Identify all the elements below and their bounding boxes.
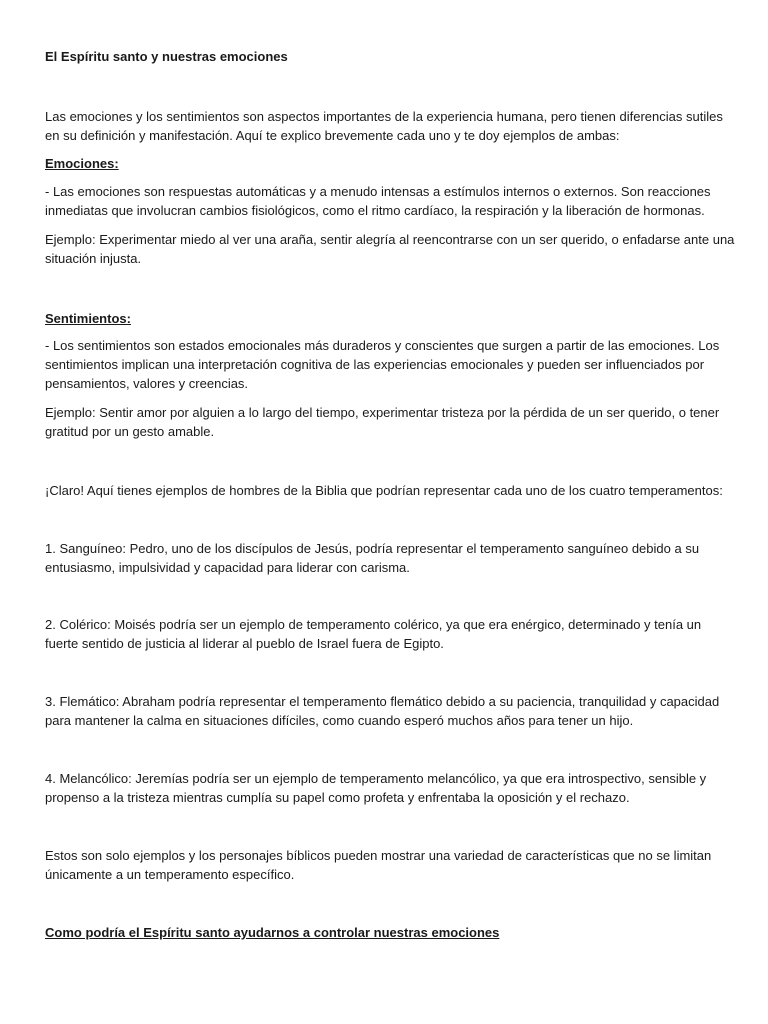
emociones-heading: Emociones: [45, 156, 119, 171]
document-title: El Espíritu santo y nuestras emociones [45, 49, 288, 64]
temperament-item: 4. Melancólico: Jeremías podría ser un ejemplo de temperamento melancólico, ya que era introspectivo, sensible y propenso a la tristeza mientras cumplía su papel como profeta y enfrentaba la oposición y el rechazo. [45, 771, 707, 805]
temperament-item: 3. Flemático: Abraham podría representar el temperamento flemático debido a su paciencia, tranquilidad y capacidad para mantener la calma en situaciones difíciles, como cuando esperó muchos años para tener un hijo. [45, 694, 720, 728]
emociones-definition: - Las emociones son respuestas automáticas y a menudo intensas a estímulos internos o externos. Son reacciones inmediatas que involucran cambios fisiológicos, como el ritmo cardíaco, la respiración y la liberación de hormonas. [45, 184, 711, 218]
sentimientos-definition: - Los sentimientos son estados emocionales más duraderos y conscientes que surgen a partir de las emociones. Los sentimientos implican una interpretación cognitiva de las experiencias emocionales y pueden ser influenciados por pensamientos, valores y creencias. [45, 338, 720, 391]
sentimientos-heading: Sentimientos: [45, 311, 131, 326]
emociones-example: Ejemplo: Experimentar miedo al ver una araña, sentir alegría al reencontrarse con un ser querido, o enfadarse ante una situación injusta. [45, 232, 735, 266]
temperaments-intro: ¡Claro! Aquí tienes ejemplos de hombres de la Biblia que podrían representar cada uno de los cuatro temperamentos: [45, 483, 723, 498]
final-heading: Como podría el Espíritu santo ayudarnos a controlar nuestras emociones [45, 925, 500, 940]
closing-paragraph: Estos son solo ejemplos y los personajes bíblicos pueden mostrar una variedad de características que no se limitan únicamente a un temperamento específico. [45, 848, 712, 882]
intro-paragraph: Las emociones y los sentimientos son aspectos importantes de la experiencia humana, pero tienen diferencias sutiles en su definición y manifestación. Aquí te explico brevemente cada uno y te doy ejemplos de ambas: [45, 109, 723, 143]
temperament-item: 2. Colérico: Moisés podría ser un ejemplo de temperamento colérico, ya que era enérgico, determinado y tenía un fuerte sentido de justicia al liderar al pueblo de Israel fuera de Egipto. [45, 617, 702, 651]
temperament-item: 1. Sanguíneo: Pedro, uno de los discípulos de Jesús, podría representar el temperamento sanguíneo debido a su entusiasmo, impulsividad y capacidad para liderar con carisma. [45, 541, 700, 575]
sentimientos-example: Ejemplo: Sentir amor por alguien a lo largo del tiempo, experimentar tristeza por la pérdida de un ser querido, o tener gratitud por un gesto amable. [45, 405, 720, 439]
